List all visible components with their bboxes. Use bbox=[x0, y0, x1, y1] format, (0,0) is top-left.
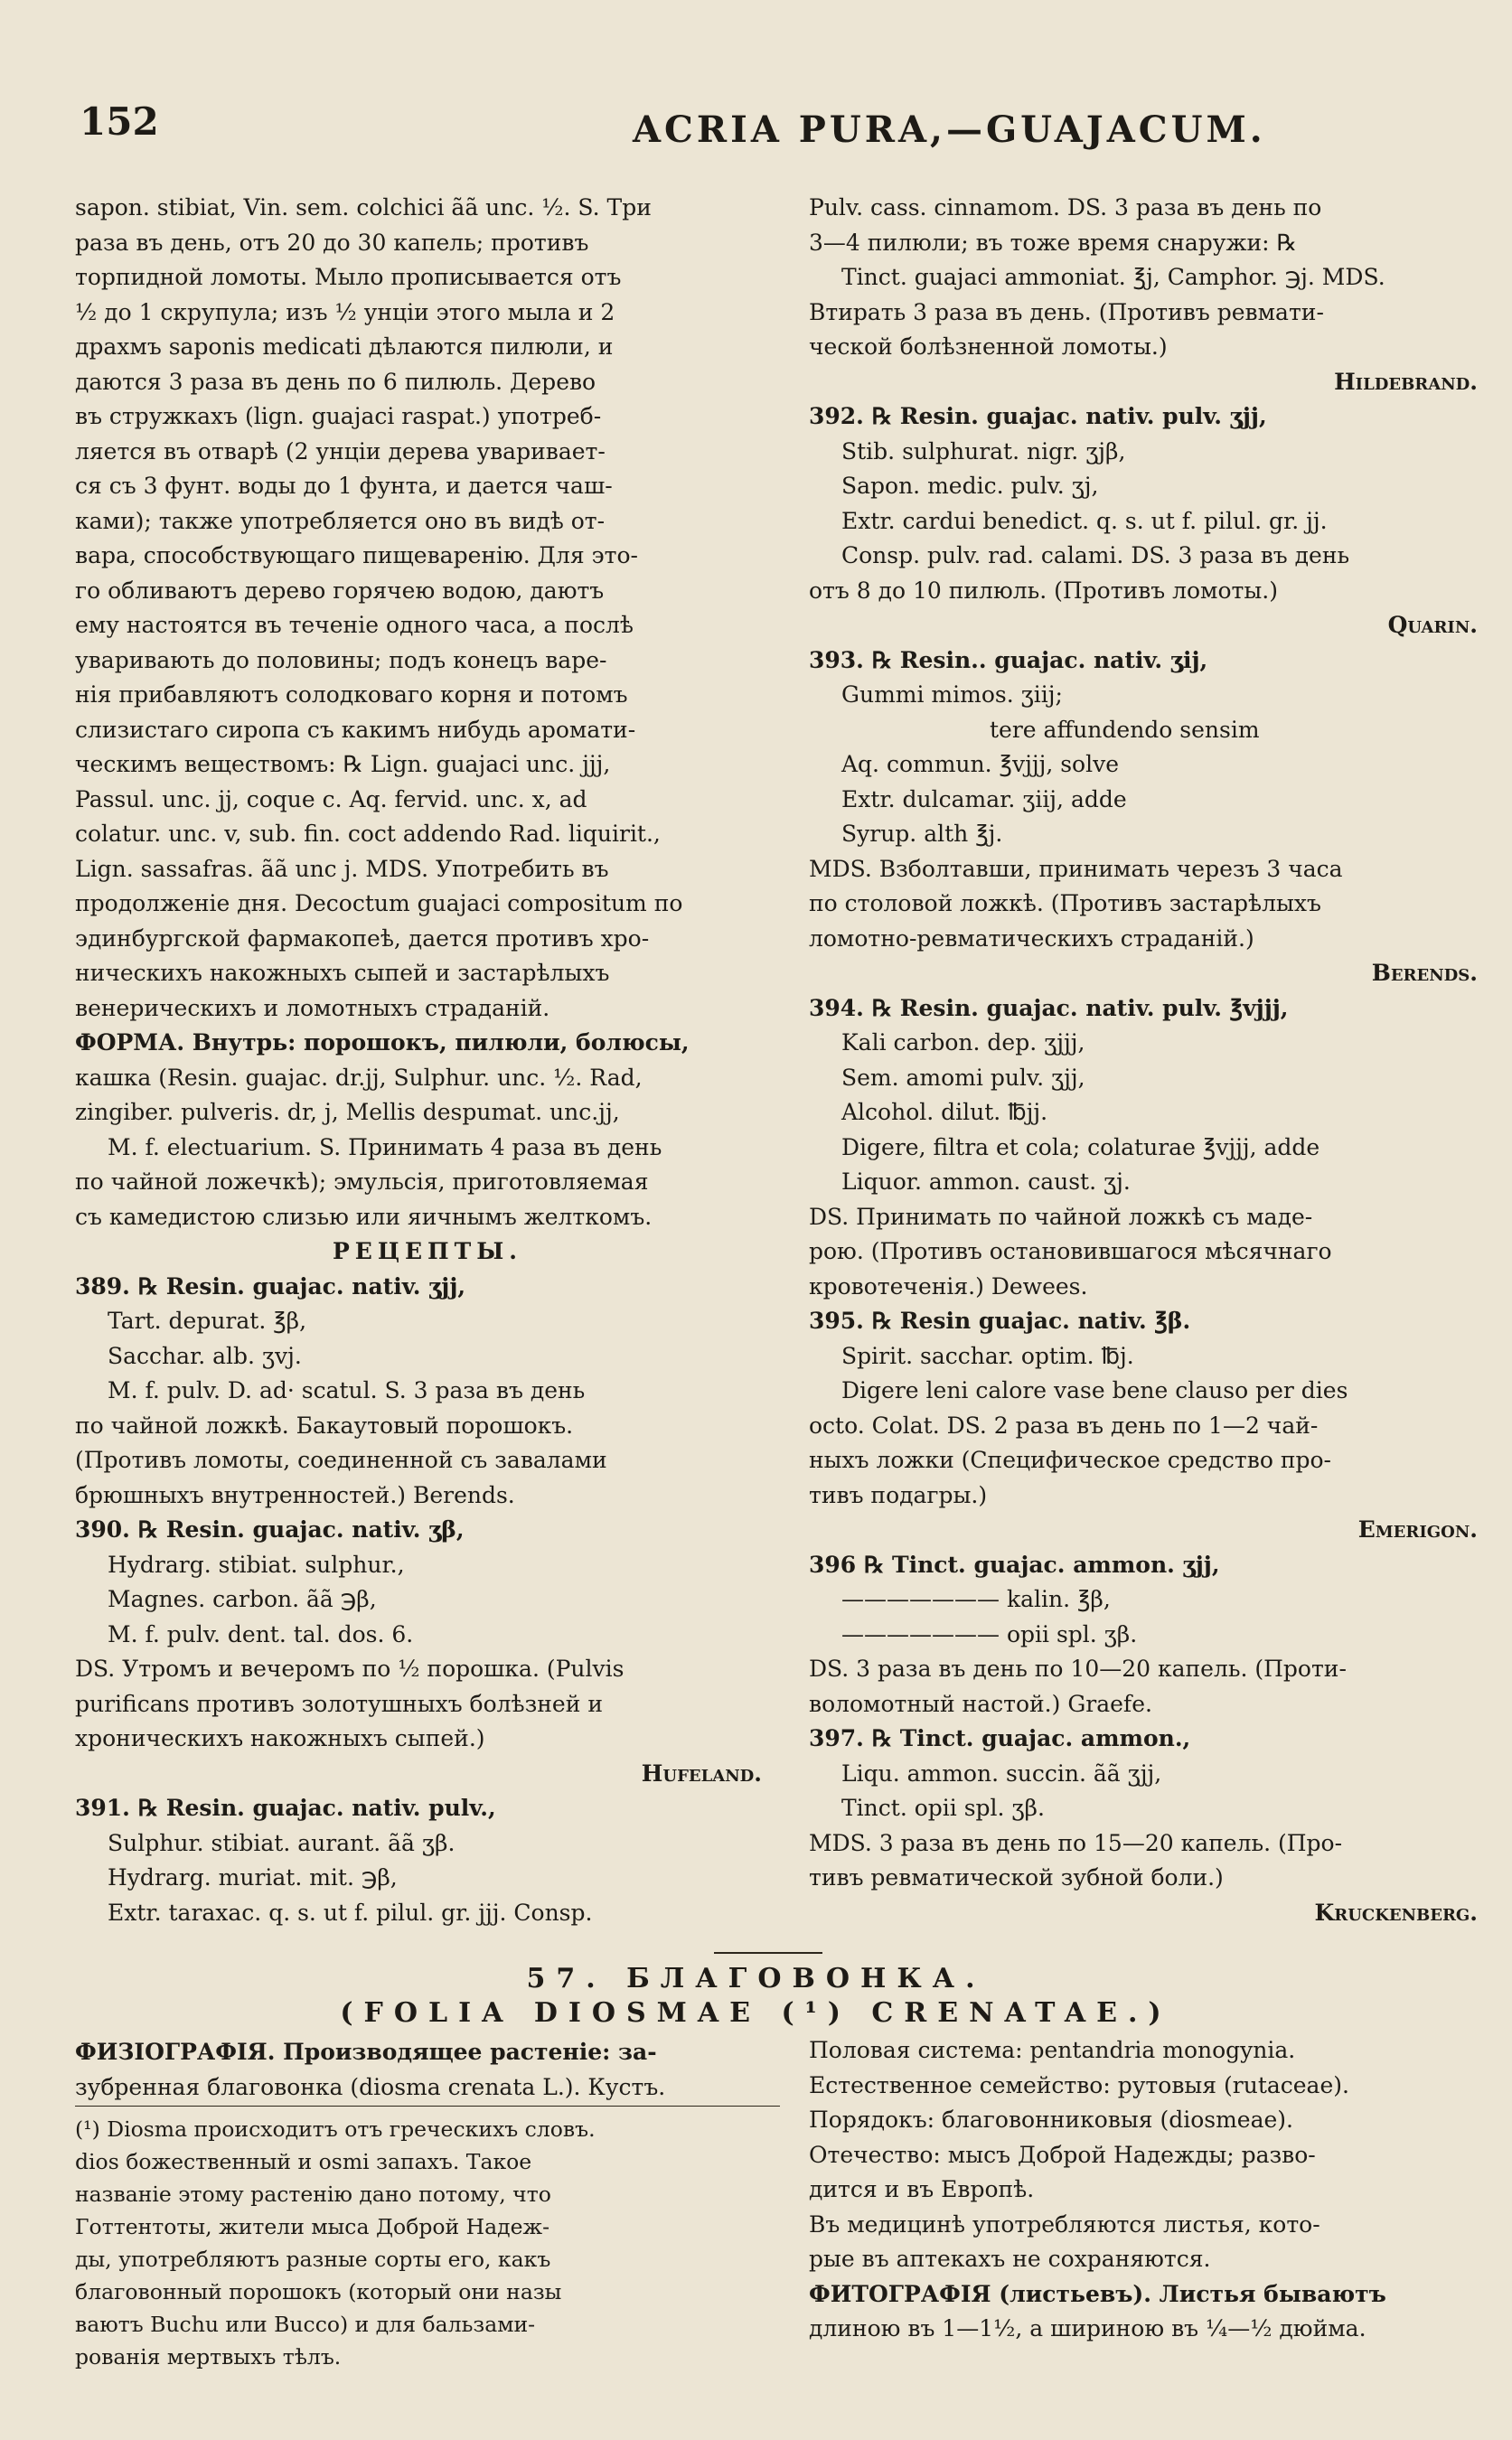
text-line: Liquor. ammon. caust. ʒj. bbox=[841, 1168, 1131, 1195]
text-line: Sacchar. alb. ʒvj. bbox=[108, 1342, 302, 1369]
prose-line: рые въ аптекахъ не сохраняются. bbox=[809, 2246, 1211, 2272]
footnote-rule bbox=[75, 2106, 780, 2107]
botanical-info bbox=[809, 2033, 1496, 2347]
physiography-block bbox=[75, 2035, 780, 2105]
text-line: тивъ подагры.) bbox=[809, 1481, 988, 1508]
text-line: Extr. cardui benedict. q. s. ut f. pilul. gr. jj. bbox=[841, 507, 1328, 534]
text-line: Sapon. medic. pulv. ʒj, bbox=[841, 473, 1099, 499]
text-line: ляется въ отварѣ (2 унціи дерева уваривает- bbox=[75, 437, 606, 465]
left-column bbox=[75, 191, 780, 1930]
footnote-line: Готтентоты, жители мыса Доброй Надеж- bbox=[75, 2214, 550, 2239]
text-line: ½ до 1 скрупула; изъ ½ унціи этого мыла и 2 bbox=[75, 298, 615, 325]
text-line: Berends. bbox=[1371, 960, 1478, 986]
text-line: 390. ℞ Resin. guajac. nativ. ʒβ, bbox=[75, 1516, 465, 1543]
text-line: Gummi mimos. ʒiij; bbox=[841, 681, 1063, 708]
section-subtitle: (FOLIA DIOSMAE (¹) CRENATAE.) bbox=[340, 1997, 1172, 2029]
text-line: кашка (Resin. guajac. dr.jj, Sulphur. unc. ½. Rad, bbox=[75, 1064, 643, 1091]
footnote-line: ваютъ Buchu или Bucco) и для бальзами- bbox=[75, 2312, 536, 2337]
text-line: Hydrarg. stibiat. sulphur., bbox=[108, 1551, 405, 1578]
text-line: MDS. 3 раза въ день по 15—20 капель. (Про- bbox=[809, 1829, 1343, 1856]
text-line: DS. 3 раза въ день по 10—20 капель. (Проти- bbox=[809, 1656, 1347, 1682]
text-line: 397. ℞ Tinct. guajac. ammon., bbox=[809, 1725, 1191, 1751]
text-line: Aq. commun. ℥vjjj, solve bbox=[841, 751, 1120, 777]
text-line: Pulv. cass. cinnamom. DS. 3 раза въ день по bbox=[809, 194, 1322, 221]
text-line: Tinct. guajaci ammoniat. ℥j, Camphor. ℈j. MDS. bbox=[841, 264, 1385, 290]
text-line: го обливаютъ дерево горячею водою, даютъ bbox=[75, 577, 605, 604]
text-line: zingiber. pulveris. dr, j, Mellis despumat. unc.jj, bbox=[75, 1099, 620, 1125]
footnote-line: dios божественный и osmi запахъ. Такое bbox=[75, 2149, 532, 2174]
text-line: purificans противъ золотушныхъ болѣзней и bbox=[75, 1690, 603, 1717]
text-line: брюшныхъ внутренностей.) Berends. bbox=[75, 1481, 515, 1508]
text-line: Digere, filtra et cola; colaturae ℥vjjj, adde bbox=[841, 1133, 1320, 1160]
prose-line: длиною въ 1—1½, а шириною въ ¼—½ дюйма. bbox=[809, 2315, 1366, 2341]
text-line: продолженіе дня. Decoctum guajaci compositum по bbox=[75, 890, 683, 916]
page-number: 152 bbox=[80, 99, 159, 144]
text-line: отъ 8 до 10 пилюль. (Противъ ломоты.) bbox=[809, 577, 1278, 604]
text-line: Digere leni calore vase bene clauso per dies bbox=[841, 1377, 1348, 1403]
text-line: Tinct. opii spl. ʒβ. bbox=[841, 1795, 1045, 1821]
text-line: Hydrarg. muriat. mit. ℈β, bbox=[108, 1864, 398, 1891]
text-line: colatur. unc. v, sub. fin. coct addendo Rad. liquirit., bbox=[75, 821, 661, 847]
text-line: Syrup. alth ℥j. bbox=[841, 821, 1003, 847]
text-line: Kruckenberg. bbox=[1314, 1899, 1478, 1926]
text-line: Втирать 3 раза въ день. (Противъ ревмати- bbox=[809, 298, 1324, 325]
footnote-line: ды, употребляютъ разные сорты его, какъ bbox=[75, 2247, 551, 2272]
text-line: Alcohol. dilut. ℔jj. bbox=[841, 1099, 1048, 1125]
text-line: Quarin. bbox=[1387, 612, 1478, 638]
text-line: Stib. sulphurat. nigr. ʒjβ, bbox=[841, 437, 1126, 465]
prose-line: Естественное семейство: рутовыя (rutaceae). bbox=[809, 2071, 1349, 2098]
text-line: съ камедистою слизью или яичнымъ желткомъ. bbox=[75, 1203, 653, 1230]
prose-line: Отечество: мысъ Доброй Надежды; разво- bbox=[809, 2141, 1316, 2168]
text-line: 396 ℞ Tinct. guajac. ammon. ʒjj, bbox=[809, 1551, 1220, 1578]
footnote-line: (¹) Diosma происходитъ отъ греческихъ словъ. bbox=[75, 2116, 596, 2142]
prose-line: ФИТОГРАФІЯ (листьевъ). Листья бываютъ bbox=[809, 2280, 1386, 2307]
prose-line: дится и въ Европѣ. bbox=[809, 2176, 1035, 2202]
running-head: ACRIA PURA,—GUAJACUM. bbox=[633, 108, 1266, 151]
footnote-line: благовонный порошокъ (который они назы bbox=[75, 2279, 562, 2304]
text-line: Emerigon. bbox=[1357, 1516, 1478, 1543]
text-line: хроническихъ накожныхъ сыпей.) bbox=[75, 1725, 485, 1751]
text-line: тивъ ревматической зубной боли.) bbox=[809, 1864, 1224, 1891]
text-line: воломотный настой.) Graefe. bbox=[809, 1690, 1152, 1717]
text-line: Liqu. ammon. succin. ãã ʒjj, bbox=[841, 1760, 1162, 1787]
text-line: нія прибавляютъ солодковаго корня и потомъ bbox=[75, 681, 628, 708]
text-line: Tart. depurat. ℥β, bbox=[108, 1308, 307, 1334]
text-line: 389. ℞ Resin. guajac. nativ. ʒjj, bbox=[75, 1272, 466, 1300]
text-line: ческимъ веществомъ: ℞ Lign. guajaci unc. jjj, bbox=[75, 751, 611, 777]
text-line: ческой болѣзненной ломоты.) bbox=[809, 333, 1168, 360]
text-line: ——————— kalin. ℥β, bbox=[841, 1586, 1111, 1612]
text-line: драхмъ saponis medicati дѣлаются пилюли, и bbox=[75, 333, 614, 360]
text-line: Lign. sassafras. ãã unc j. MDS. Употребить въ bbox=[75, 855, 609, 882]
text-line: M. f. electuarium. S. Принимать 4 раза въ день bbox=[108, 1133, 662, 1160]
text-line: слизистаго сиропа съ какимъ нибудь аромати- bbox=[75, 716, 636, 743]
footnote bbox=[75, 2113, 780, 2373]
text-line: DS. Принимать по чайной ложкѣ съ маде- bbox=[809, 1203, 1313, 1230]
text-line: tere affundendo sensim bbox=[990, 716, 1260, 743]
text-line: Sem. amomi pulv. ʒjj, bbox=[841, 1064, 1085, 1091]
text-line: 395. ℞ Resin guajac. nativ. ℥β. bbox=[809, 1308, 1191, 1334]
text-line: 392. ℞ Resin. guajac. nativ. pulv. ʒjj, bbox=[809, 403, 1267, 429]
footnote-line: рованія мертвыхъ тѣлъ. bbox=[75, 2344, 342, 2370]
prose-line: зубренная благовонка (diosma crenata L.). Кустъ. bbox=[75, 2073, 666, 2100]
text-line: ся съ 3 фунт. воды до 1 фунта, и дается чаш- bbox=[75, 473, 613, 499]
text-line: DS. Утромъ и вечеромъ по ½ порошка. (Pulvis bbox=[75, 1656, 625, 1682]
text-line: Hufeland. bbox=[641, 1760, 762, 1787]
text-line: Extr. taraxac. q. s. ut f. pilul. gr. jjj. Consp. bbox=[108, 1899, 593, 1926]
text-line: Consp. pulv. rad. calami. DS. 3 раза въ день bbox=[841, 542, 1350, 568]
text-line: Sulphur. stibiat. aurant. ãã ʒβ. bbox=[108, 1829, 455, 1856]
text-line: ему настоятся въ теченіе одного часа, а послѣ bbox=[75, 612, 634, 638]
prose-line: Порядокъ: благовонниковыя (diosmeae). bbox=[809, 2107, 1293, 2133]
text-line: 393. ℞ Resin.. guajac. nativ. ʒij, bbox=[809, 646, 1208, 673]
text-line: даются 3 раза въ день по 6 пилюль. Дерево bbox=[75, 368, 596, 395]
text-line: Hildebrand. bbox=[1334, 368, 1478, 395]
text-line: по чайной ложечкѣ); эмульсія, приготовляемая bbox=[75, 1168, 649, 1195]
text-line: Magnes. carbon. ãã ℈β, bbox=[108, 1586, 377, 1612]
prose-line: Въ медицинѣ употребляются листья, кото- bbox=[809, 2210, 1320, 2238]
right-column bbox=[809, 191, 1496, 1930]
text-line: кровотеченія.) Dewees. bbox=[809, 1272, 1088, 1300]
text-line: РЕЦЕПТЫ. bbox=[332, 1238, 523, 1264]
text-line: ——————— opii spl. ʒβ. bbox=[841, 1620, 1138, 1647]
text-line: въ стружкахъ (lign. guajaci raspat.) употреб- bbox=[75, 403, 602, 429]
page-header bbox=[0, 0, 1512, 181]
text-line: раза въ день, отъ 20 до 30 капель; противъ bbox=[75, 229, 589, 256]
section-title: 57. БЛАГОВОНКА. bbox=[526, 1963, 986, 1994]
text-line: ками); также употребляется оно въ видѣ от- bbox=[75, 507, 606, 534]
section-divider bbox=[714, 1952, 822, 1954]
prose-line: ФИЗІОГРАФІЯ. Производящее растеніе: за- bbox=[75, 2039, 657, 2065]
text-line: торпидной ломоты. Мыло прописывается отъ bbox=[75, 264, 622, 290]
text-line: ныхъ ложки (Специфическое средство про- bbox=[809, 1447, 1331, 1473]
text-line: Passul. unc. jj, coque c. Aq. fervid. unc. x, ad bbox=[75, 785, 587, 812]
text-line: 394. ℞ Resin. guajac. nativ. pulv. ℥vjjj, bbox=[809, 994, 1289, 1021]
text-line: sapon. stibiat, Vin. sem. colchici ãã unc. ½. S. Три bbox=[75, 194, 652, 221]
text-line: M. f. pulv. dent. tal. dos. 6. bbox=[108, 1620, 414, 1647]
text-line: 3—4 пилюли; въ тоже время снаружи: ℞ bbox=[809, 229, 1297, 256]
footnote-line: названіе этому растенію дано потому, что bbox=[75, 2182, 551, 2207]
text-line: по чайной ложкѣ. Бакаутовый порошокъ. bbox=[75, 1412, 574, 1439]
text-line: по столовой ложкѣ. (Противъ застарѣлыхъ bbox=[809, 890, 1321, 916]
text-line: octo. Colat. DS. 2 раза въ день по 1—2 чай- bbox=[809, 1412, 1319, 1439]
text-line: рою. (Противъ остановившагося мѣсячнаго bbox=[809, 1238, 1332, 1264]
text-line: ническихъ накожныхъ сыпей и застарѣлыхъ bbox=[75, 960, 610, 986]
text-line: (Противъ ломоты, соединенной съ завалами bbox=[75, 1447, 607, 1473]
text-line: Extr. dulcamar. ʒiij, adde bbox=[841, 785, 1127, 812]
text-line: Kali carbon. dep. ʒjjj, bbox=[841, 1029, 1085, 1056]
prose-line: Половая система: pentandria monogynia. bbox=[809, 2037, 1296, 2063]
text-line: эдинбургской фармакопеѣ, дается противъ хро- bbox=[75, 924, 650, 952]
text-line: M. f. pulv. D. ad· scatul. S. 3 раза въ день bbox=[108, 1377, 586, 1403]
text-line: вара, способствующаго пищеваренію. Для это- bbox=[75, 542, 638, 568]
text-line: MDS. Взболтавши, принимать черезъ 3 часа bbox=[809, 855, 1343, 882]
text-line: Spirit. sacchar. optim. ℔j. bbox=[841, 1342, 1134, 1369]
text-line: 391. ℞ Resin. guajac. nativ. pulv., bbox=[75, 1795, 496, 1821]
text-line: венерическихъ и ломотныхъ страданій. bbox=[75, 994, 550, 1021]
text-line: ломотно-ревматическихъ страданій.) bbox=[809, 924, 1254, 952]
text-line: уваривають до половины; подъ конецъ варе- bbox=[75, 646, 607, 673]
text-line: ФОРМА. Внутрь: порошокъ, пилюли, болюсы, bbox=[75, 1029, 690, 1056]
